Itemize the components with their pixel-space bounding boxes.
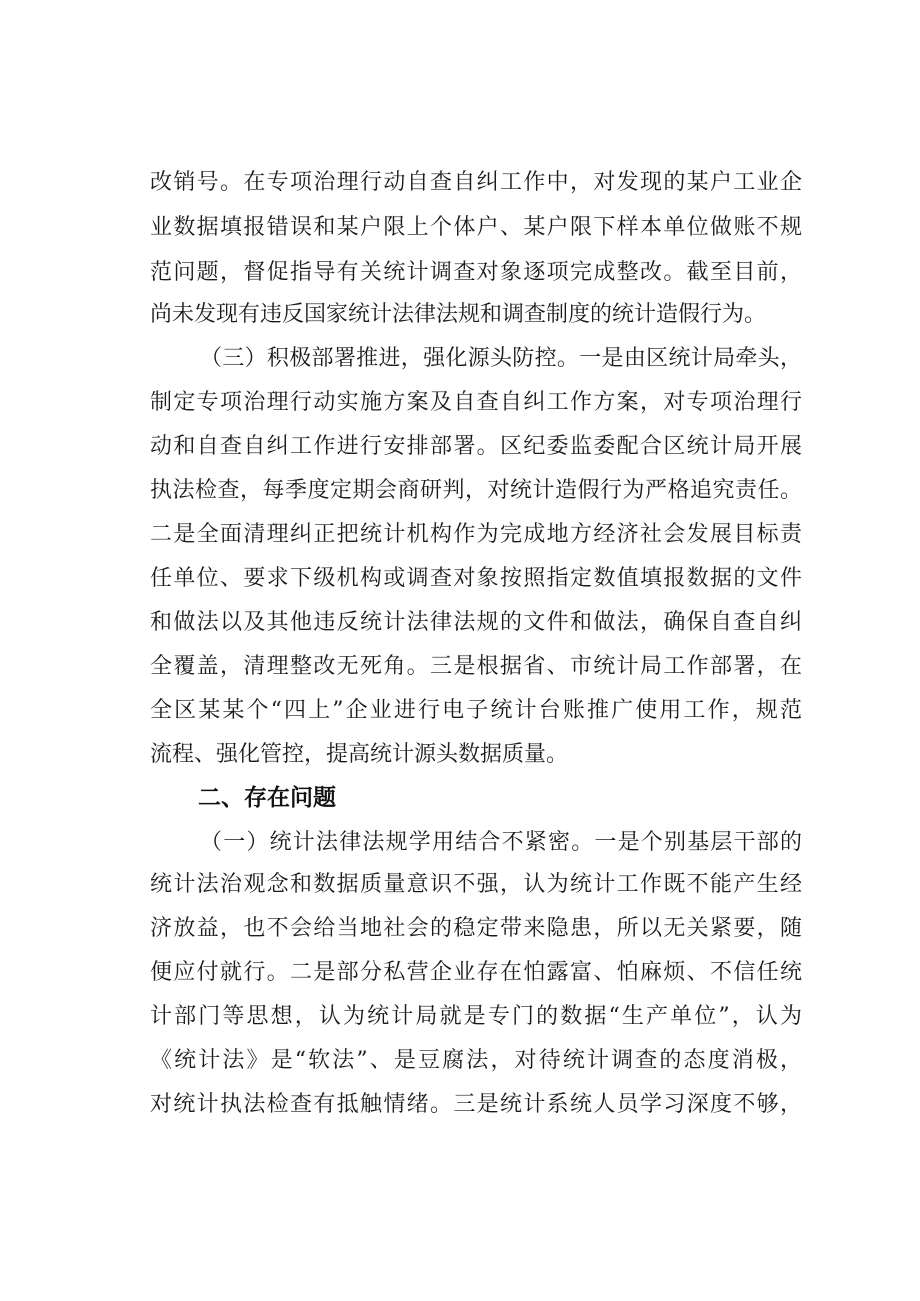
text-line: 尚未发现有违反国家统计法律法规和调查制度的统计造假行为。 bbox=[150, 302, 767, 327]
text-line: 全区某某个“四上”企业进行电子统计台账推广使用工作，规范 bbox=[150, 698, 802, 723]
text-line: 业数据填报错误和某户限上个体户、某户限下样本单位做账不规 bbox=[150, 215, 802, 240]
text-line: 济放益，也不会给当地社会的稳定带来隐患，所以无关紧要，随 bbox=[150, 916, 802, 941]
section-heading: 二、存在问题 bbox=[198, 785, 336, 811]
text-line: 二是全面清理纠正把统计机构作为完成地方经济社会发展目标责 bbox=[150, 522, 802, 547]
text-line: 范问题，督促指导有关统计调查对象逐项完成整改。截至目前， bbox=[150, 260, 802, 285]
text-line: 计部门等思想，认为统计局就是专门的数据“生产单位”，认为 bbox=[150, 1004, 802, 1029]
text-line: 执法检查，每季度定期会商研判，对统计造假行为严格追究责任。 bbox=[150, 478, 802, 503]
text-line: 任单位、要求下级机构或调查对象按照指定数值填报数据的文件 bbox=[150, 566, 802, 591]
text-line: 改销号。在专项治理行动自查自纠工作中，对发现的某户工业企 bbox=[150, 170, 802, 195]
text-line: 便应付就行。二是部分私营企业存在怕露富、怕麻烦、不信任统 bbox=[150, 960, 802, 985]
text-line: 流程、强化管控，提高统计源头数据质量。 bbox=[150, 742, 569, 767]
text-line: 统计法治观念和数据质量意识不强，认为统计工作既不能产生经 bbox=[150, 872, 802, 897]
text-line: 全覆盖，清理整改无死角。三是根据省、市统计局工作部署，在 bbox=[150, 654, 802, 679]
text-line: 制定专项治理行动实施方案及自查自纠工作方案，对专项治理行 bbox=[150, 390, 802, 415]
text-line: 《统计法》是“软法”、是豆腐法，对待统计调查的态度消极， bbox=[150, 1048, 802, 1073]
text-line: 对统计执法检查有抵触情绪。三是统计系统人员学习深度不够， bbox=[150, 1092, 802, 1117]
text-line: 和做法以及其他违反统计法律法规的文件和做法，确保自查自纠 bbox=[150, 610, 802, 635]
text-line: （三）积极部署推进，强化源头防控。一是由区统计局牵头， bbox=[200, 346, 802, 371]
text-line: 动和自查自纠工作进行安排部署。区纪委监委配合区统计局开展 bbox=[150, 434, 802, 459]
text-line: （一）统计法律法规学用结合不紧密。一是个别基层干部的 bbox=[200, 830, 802, 855]
